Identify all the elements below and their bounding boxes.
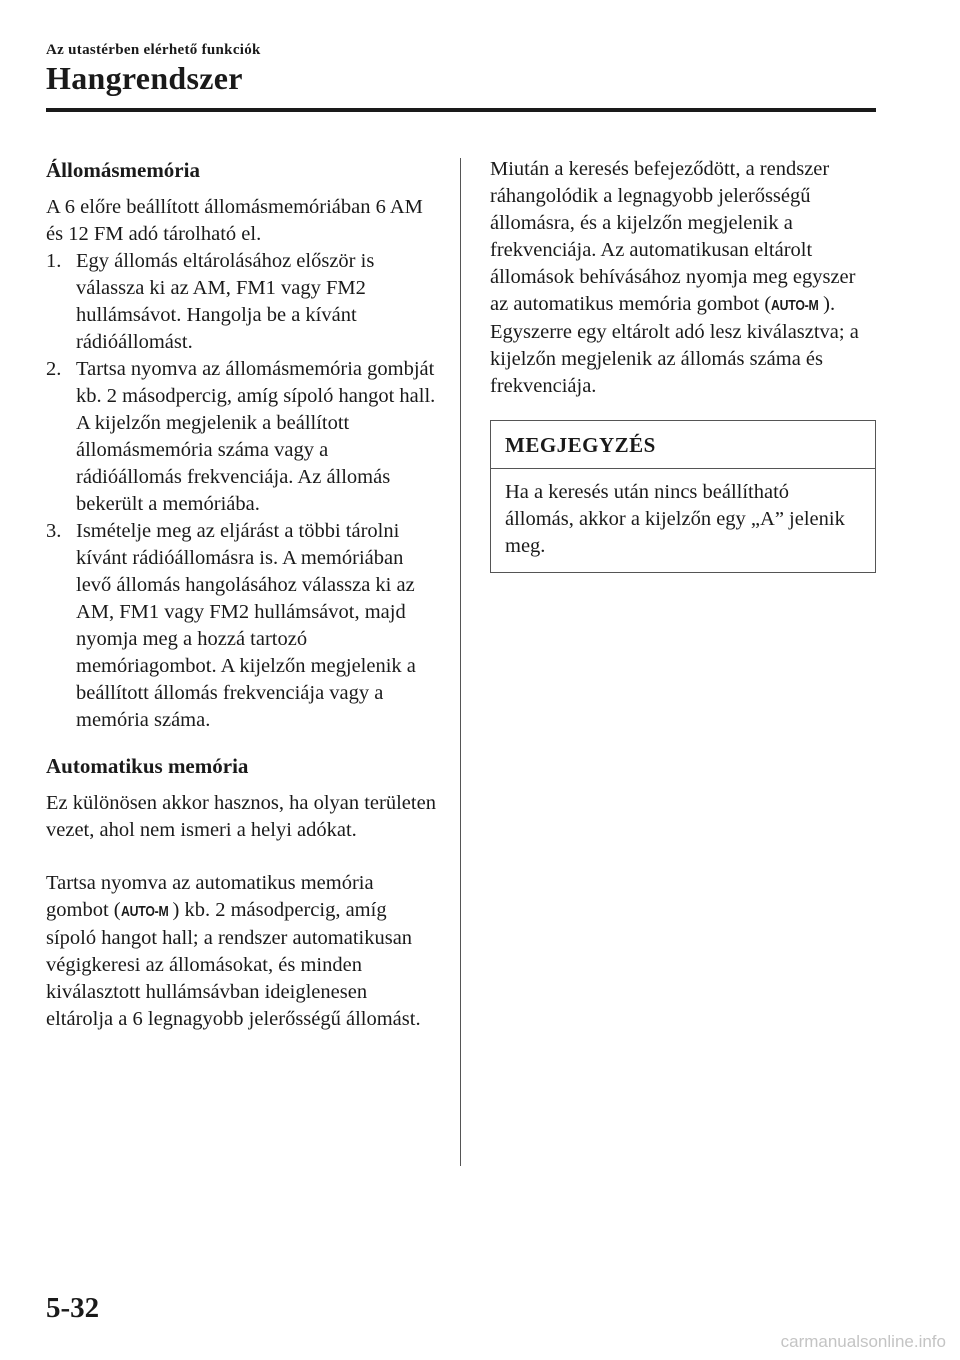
right-column [490, 156, 876, 573]
station-memory-steps [46, 248, 438, 734]
section-heading-station-memory: Állomásmemória [46, 158, 200, 182]
step-number: 1. [46, 250, 62, 272]
result-para-end: ). Egyszerre egy eltárolt adó lesz kiválasztva; a kijelzőn megjelenik az állomás száma és frekvenciája. [490, 293, 859, 397]
auto-m-button-icon: AUTO-M [771, 297, 819, 314]
step-text: Tartsa nyomva az állomásmemória gombját kb. 2 másodpercig, amíg sípoló hangot hall. A kijelzőn megjelenik a beállított állomásmemória száma vagy a rádióállomás frekvenciája. Az állomás bekerült a memóriába. [76, 358, 436, 515]
station-memory-intro: A 6 előre beállított állomásmemóriában 6 AM és 12 FM adó tárolható el. [46, 196, 423, 245]
breadcrumb: Az utastérben elérhető funkciók [46, 42, 261, 58]
page-number: 5-32 [46, 1292, 100, 1324]
auto-memory-result-para [490, 156, 876, 400]
auto-memory-para-2-end: ) kb. 2 másodpercig, amíg sípoló hangot hall; a rendszer automatikusan végigkeresi az állomásokat, és minden kiválasztott hullámsávban ideiglenesen eltárolja a 6 legnagyobb jelerősségű állomást. [46, 899, 421, 1030]
auto-memory-para-2 [46, 870, 438, 1033]
section-heading-auto-memory: Automatikus memória [46, 754, 249, 778]
step-text: Egy állomás eltárolásához először is válassza ki az AM, FM1 vagy FM2 hullámsávot. Hangolja be a kívánt rádióállomást. [76, 250, 375, 353]
page-title: Hangrendszer [46, 60, 243, 96]
column-divider [460, 158, 461, 1166]
auto-memory-para-2-start: Tartsa nyomva az automatikus memória gombot ( [46, 872, 374, 921]
note-box [490, 420, 876, 573]
result-para-start: Miután a keresés befejeződött, a rendszer ráhangolódik a legnagyobb jelerősségű állomásra, és a kijelzőn megjelenik a frekvenciája. Az automatikusan eltárolt állomások behívásához nyomja meg egyszer az automatikus memória gombot ( [490, 158, 856, 315]
step-item [46, 356, 438, 518]
title-rule [46, 108, 876, 112]
step-item [46, 248, 438, 356]
auto-memory-para-1: Ez különösen akkor hasznos, ha olyan területen vezet, ahol nem ismeri a helyi adókat. [46, 792, 436, 841]
step-text: Ismételje meg az eljárást a többi tárolni kívánt rádióállomásra is. A memóriában levő állomás hangolásához válassza ki az AM, FM1 vagy FM2 hullámsávot, majd nyomja meg a hozzá tartozó memóriagombot. A kijelzőn megjelenik a beállított állomás frekvenciája vagy a memória száma. [76, 520, 416, 731]
step-number: 3. [46, 520, 62, 542]
step-number: 2. [46, 358, 62, 380]
note-body: Ha a keresés után nincs beállítható állomás, akkor a kijelzőn egy „A” jelenik meg. [505, 481, 845, 557]
auto-m-button-icon: AUTO-M [120, 903, 169, 920]
note-heading: MEGJEGYZÉS [491, 421, 875, 469]
step-item [46, 518, 438, 734]
left-column [46, 156, 438, 1033]
watermark: carmanualsonline.info [780, 1332, 946, 1351]
